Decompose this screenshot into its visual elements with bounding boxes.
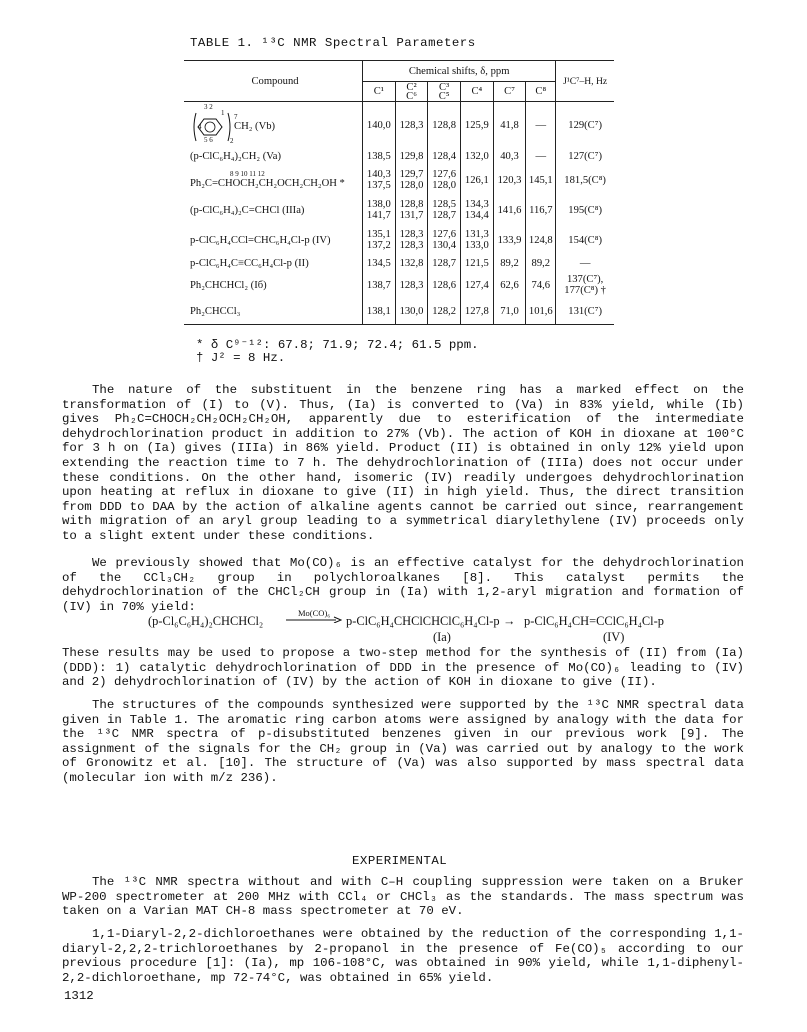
value-cell-c1 xyxy=(363,165,396,195)
value-line: 132,0 xyxy=(464,151,489,162)
header-c8: C⁸ xyxy=(526,82,556,102)
table-row xyxy=(184,165,614,195)
value-line: 71,0 xyxy=(500,305,519,317)
value-line: 140,3 xyxy=(366,169,391,180)
value-line: — xyxy=(579,258,591,269)
ring-number-left: 4 xyxy=(198,123,202,131)
nmr-table xyxy=(184,60,614,325)
value-line: 89,2 xyxy=(500,258,519,269)
value-cell-c35 xyxy=(428,102,461,149)
value-line: 131,7 xyxy=(399,210,424,221)
scheme-catalyst: Mo(CO)₆ xyxy=(298,608,331,618)
value-cell-c26 xyxy=(395,195,428,225)
header-chemical-shifts: Chemical shifts, δ, ppm xyxy=(363,61,556,82)
value-cell-c26 xyxy=(395,148,428,165)
compound-cell xyxy=(184,272,363,298)
paragraph-2: We previously showed that Mo(CO)₆ is an effective catalyst for the dehydrochlorination of the CCl₃CH₂ group in polychloroalkanes [8]. This catalyst permits the dehydrochlorination of the CHCl₂CH group in (Ia) with 1,2-aryl migration and formation of (IV) in 70% yield: xyxy=(62,556,744,614)
table-row xyxy=(184,298,614,325)
value-line: 128,7 xyxy=(432,210,457,221)
value-line: 40,3 xyxy=(500,151,519,162)
scheme-intermediate: p-ClC₆H₄CHClCHClC₆H₄Cl-p xyxy=(346,614,500,628)
ring-number-bottom: 5 6 xyxy=(204,136,213,144)
scheme-arrow-1 xyxy=(286,612,342,627)
value-line: 134,5 xyxy=(366,258,391,269)
table-row xyxy=(184,102,614,149)
paragraph-1: The nature of the substituent in the benzene ring has a marked effect on the transformation of (I) to (V). Thus, (Ia) is converted to (Va) in 83% yield, while (Ib) gives Ph₂C=CHOCH₂CH₂OCH₂CH₂OH, apparently due to esterification of the intermediate dehydrochlorination product in addition to 27% (Vb). The action of KOH in dioxane at 100°C for 3 h on (Ia) gives (IIIa) in 86% yield. Product (II) is obtained in only 12% yield upon extending the reaction time to 7 h. The dehydrochlorination of (IIIa) does not occur under these conditions. On the other hand, isomeric (IV) readily undergoes dehydrochlorination upon heating at reflux in dioxane to give (II) in high yield. Thus, the direct transition from DDD to DAA by the action of alkaline agents cannot be carried out since, rearrangement with migration of an aryl group leading to a symmetrical diarylethylene (IV) proceeds only to a slight extent under these conditions. xyxy=(62,383,744,543)
value-line: 128,2 xyxy=(432,305,457,317)
value-cell-c4 xyxy=(461,298,494,325)
value-line: 177(C⁸) † xyxy=(564,285,606,296)
table-row xyxy=(184,148,614,165)
value-cell-c26 xyxy=(395,298,428,325)
value-cell-c8 xyxy=(526,255,556,272)
page-number: 1312 xyxy=(64,989,94,1003)
value-cell-c1 xyxy=(363,225,396,255)
value-cell-c8 xyxy=(526,165,556,195)
value-cell-c4 xyxy=(461,255,494,272)
ring-number-top: 3 2 xyxy=(204,103,213,111)
value-cell-c8 xyxy=(526,272,556,298)
value-line: 128,6 xyxy=(432,279,457,291)
value-line: 128,3 xyxy=(399,119,424,131)
value-line: 141,7 xyxy=(366,210,391,221)
header-c3: C³ xyxy=(439,81,450,93)
table-row xyxy=(184,195,614,225)
table-body xyxy=(184,102,614,325)
scheme-reactant: (p-Cl₆C₆H₄)₂CHCHCl₂ xyxy=(148,614,264,628)
value-line: 138,0 xyxy=(366,199,391,210)
value-cell-c4 xyxy=(461,195,494,225)
compound-name: Ph₂CHCCl₃ xyxy=(190,305,241,317)
compound-name: Ph₂C=CHOCH₂CH₂OCH₂CH₂OH * xyxy=(190,178,345,189)
value-line: 128,0 xyxy=(399,180,424,191)
value-cell-c7 xyxy=(493,195,526,225)
ring-subscript: 2 xyxy=(230,137,234,145)
value-line: 130,4 xyxy=(432,240,457,251)
value-line: — xyxy=(535,151,547,162)
header-coupling: J¹C⁷–H, Hz xyxy=(556,61,614,102)
table-note: * δ C⁹⁻¹²: 67.8; 71.9; 72.4; 61.5 ppm. xyxy=(196,338,479,352)
value-line: 74,6 xyxy=(531,279,551,291)
value-line: 135,1 xyxy=(366,229,391,240)
reaction-arrow-icon xyxy=(286,613,342,623)
paragraph-4: The structures of the compounds synthesized were supported by the ¹³C NMR spectral data given in Table 1. The aromatic ring carbon atoms were assigned by analogy with the data for the ¹³C NMR spectra of p-disubstituted benzenes given in our previous work [9]. The assignment of the signals for the CH₂ group in (Va) was carried out by analogy to the work of Gronowitz et al. [10]. The structure of (Va) was also supported by mass spectral data (molecular ion with m/z 236). xyxy=(62,698,744,785)
header-c1: C¹ xyxy=(363,82,396,102)
value-cell-c35 xyxy=(428,255,461,272)
value-cell-c8 xyxy=(526,102,556,149)
value-line: 128,3 xyxy=(399,240,424,251)
value-cell-c35 xyxy=(428,298,461,325)
value-cell-c7 xyxy=(493,102,526,149)
value-line: 127,4 xyxy=(464,279,489,291)
value-cell-c26 xyxy=(395,255,428,272)
value-line: 89,2 xyxy=(531,258,551,269)
compound-cell xyxy=(184,102,363,149)
value-cell-c7 xyxy=(493,255,526,272)
value-line: 140,0 xyxy=(366,119,391,131)
value-line: 129,8 xyxy=(399,151,424,162)
value-cell-c35 xyxy=(428,225,461,255)
value-cell-j xyxy=(556,102,614,149)
ring-number-right: 1 xyxy=(221,109,225,117)
value-line: 134,4 xyxy=(464,210,489,221)
value-cell-j xyxy=(556,298,614,325)
table-row xyxy=(184,255,614,272)
value-cell-j xyxy=(556,272,614,298)
value-line: 131,3 xyxy=(464,229,489,240)
value-line: 128,8 xyxy=(399,199,424,210)
value-cell-c35 xyxy=(428,148,461,165)
paragraph-5: The ¹³C NMR spectra without and with C–H coupling suppression were taken on a Bruker WP-200 spectrometer at 200 MHz with CCl₄ or CHCl₃ as the standards. The mass spectrum was taken on a Varian MAT CH-8 mass spectrometer at 70 eV. xyxy=(62,875,744,919)
value-cell-c1 xyxy=(363,255,396,272)
value-line: 128,7 xyxy=(432,258,457,269)
value-line: 128,3 xyxy=(399,229,424,240)
value-line: 137,5 xyxy=(366,180,391,191)
value-line: 138,1 xyxy=(366,305,391,317)
carbon-numbering: 8 9 10 11 12 xyxy=(230,170,265,178)
value-line: 127,8 xyxy=(464,305,489,317)
value-cell-c8 xyxy=(526,225,556,255)
value-cell-c4 xyxy=(461,165,494,195)
compound-cell xyxy=(184,298,363,325)
value-line: 127(C⁷) xyxy=(568,151,602,162)
scheme-intermediate-label: (Ia) xyxy=(433,630,451,644)
value-cell-j xyxy=(556,148,614,165)
table-note: † J² = 8 Hz. xyxy=(196,351,286,365)
value-line: 132,8 xyxy=(399,258,424,269)
value-cell-c8 xyxy=(526,148,556,165)
value-cell-c35 xyxy=(428,272,461,298)
scheme-arrow-2: → xyxy=(503,614,516,628)
benzyl-structure xyxy=(190,103,360,147)
value-line: 181,5(C⁸) xyxy=(564,174,606,186)
value-line: 141,6 xyxy=(497,204,522,216)
header-c6: C⁶ xyxy=(406,90,417,102)
compound-name: p-ClC₆H₄C≡CC₆H₄Cl-p (II) xyxy=(190,258,309,269)
compound-cell xyxy=(184,195,363,225)
value-cell-c26 xyxy=(395,165,428,195)
value-cell-c4 xyxy=(461,102,494,149)
value-line: 129,7 xyxy=(399,169,424,180)
value-cell-c35 xyxy=(428,165,461,195)
table-caption: TABLE 1. ¹³C NMR Spectral Parameters xyxy=(190,36,476,50)
header-c2: C² xyxy=(406,81,417,93)
scheme-product-label: (IV) xyxy=(603,630,625,644)
compound-cell xyxy=(184,148,363,165)
reaction-scheme xyxy=(148,608,688,644)
value-line: 133,0 xyxy=(464,240,489,251)
value-line: 127,6 xyxy=(432,169,457,180)
value-line: 116,7 xyxy=(529,204,553,216)
value-line: 131(C⁷) xyxy=(568,305,602,317)
value-line: 126,1 xyxy=(464,174,489,186)
value-line: 133,9 xyxy=(497,234,522,246)
value-cell-c4 xyxy=(461,225,494,255)
scheme-product: p-ClC₆H₄CH=CClC₆H₄Cl-p xyxy=(524,614,664,628)
value-cell-c1 xyxy=(363,148,396,165)
value-cell-c26 xyxy=(395,102,428,149)
value-cell-c7 xyxy=(493,165,526,195)
value-cell-c7 xyxy=(493,298,526,325)
compound-name: (p-ClC₆H₄)₂C=CHCl (IIIa) xyxy=(190,204,305,216)
header-compound: Compound xyxy=(251,75,299,87)
header-c5: C⁵ xyxy=(438,90,450,102)
value-line: 128,5 xyxy=(432,199,457,210)
value-line: 101,6 xyxy=(528,305,553,317)
value-cell-c1 xyxy=(363,298,396,325)
value-cell-c8 xyxy=(526,298,556,325)
value-line: 145,1 xyxy=(528,174,553,186)
value-line: 195(C⁸) xyxy=(568,204,602,216)
compound-name: (p-ClC₆H₄)₂CH₂ (Va) xyxy=(190,151,281,162)
compound-cell xyxy=(184,255,363,272)
value-cell-c7 xyxy=(493,225,526,255)
value-line: 125,9 xyxy=(464,119,489,131)
value-cell-c4 xyxy=(461,148,494,165)
value-cell-j xyxy=(556,165,614,195)
value-line: 41,8 xyxy=(500,119,519,131)
value-cell-c26 xyxy=(395,225,428,255)
compound-name: Ph₂CHCHCl₂ (Iб) xyxy=(190,279,267,291)
compound-name: p-ClC₆H₄CCl=CHC₆H₄Cl-p (IV) xyxy=(190,234,331,246)
value-line: 120,3 xyxy=(497,174,522,186)
ch2-label: CH₂ (Vb) xyxy=(234,121,276,132)
value-line: 128,3 xyxy=(399,279,424,291)
value-cell-j xyxy=(556,255,614,272)
value-cell-c1 xyxy=(363,195,396,225)
paragraph-6: 1,1-Diaryl-2,2-dichloroethanes were obtained by the reduction of the corresponding 1,1-diaryl-2,2,2-trichloroethanes by 2-propanol in the presence of Fe(CO)₅ according to our previous procedure [1]: (Ia), mp 106-108°C, was obtained in 90% yield, while 1,1-diphenyl-2,2-dichloroethane, mp 72-74°C, was obtained in 65% yield. xyxy=(62,927,744,985)
value-line: 128,4 xyxy=(432,151,457,162)
value-line: 138,5 xyxy=(366,151,391,162)
table-row xyxy=(184,225,614,255)
value-line: 154(C⁸) xyxy=(568,234,602,246)
header-c4: C⁴ xyxy=(461,82,494,102)
section-heading: EXPERIMENTAL xyxy=(352,854,448,868)
value-line: 121,5 xyxy=(464,258,489,269)
header-c7: C⁷ xyxy=(493,82,526,102)
value-cell-c7 xyxy=(493,148,526,165)
value-line: 138,7 xyxy=(366,279,391,291)
value-cell-c7 xyxy=(493,272,526,298)
value-cell-c26 xyxy=(395,272,428,298)
value-line: 124,8 xyxy=(528,234,553,246)
value-cell-c1 xyxy=(363,102,396,149)
value-cell-c4 xyxy=(461,272,494,298)
value-line: 137(C⁷), xyxy=(566,274,604,285)
value-line: 128,0 xyxy=(432,180,457,191)
value-line: 134,3 xyxy=(464,199,489,210)
paragraph-3: These results may be used to propose a two-step method for the synthesis of (II) from (Ia) (DDD): 1) catalytic dehydrochlorination of DDD in the presence of Mo(CO)₆ leading to (IV) and 2) dehydrochlorination of (IV) by the action of KOH in dioxane to give (II). xyxy=(62,646,744,690)
ch2-number: 7 xyxy=(234,113,238,121)
table-row xyxy=(184,272,614,298)
value-line: 129(C⁷) xyxy=(568,119,602,131)
value-line: 137,2 xyxy=(366,240,391,251)
value-cell-c35 xyxy=(428,195,461,225)
value-line: 128,8 xyxy=(432,119,457,131)
compound-cell xyxy=(184,165,363,195)
value-line: 127,6 xyxy=(432,229,457,240)
value-cell-c8 xyxy=(526,195,556,225)
value-line: — xyxy=(535,119,547,131)
value-cell-j xyxy=(556,225,614,255)
compound-cell xyxy=(184,225,363,255)
value-cell-c1 xyxy=(363,272,396,298)
value-line: 130,0 xyxy=(399,305,424,317)
value-cell-j xyxy=(556,195,614,225)
value-line: 62,6 xyxy=(500,279,519,291)
